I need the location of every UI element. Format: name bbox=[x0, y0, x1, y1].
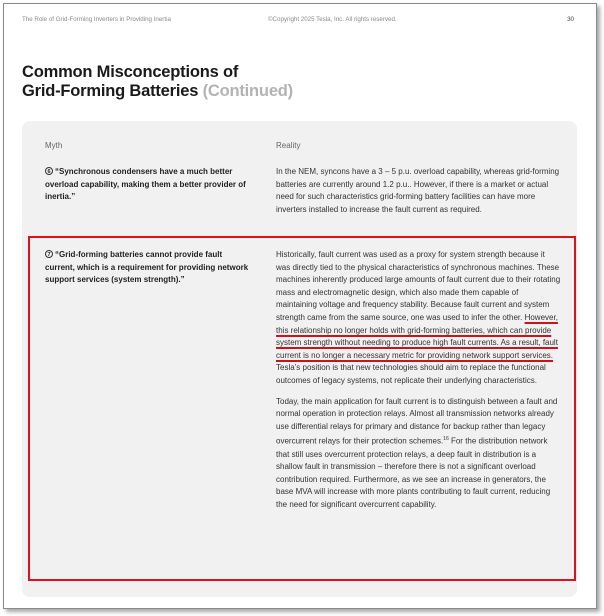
running-header-copyright: ©Copyright 2025 Tesla, Inc. All rights reserved. bbox=[268, 16, 397, 23]
page-title-line2-text: Grid-Forming Batteries bbox=[22, 82, 199, 100]
continued-label: (Continued) bbox=[202, 82, 293, 100]
row-number-badge: 7 bbox=[45, 250, 53, 258]
highlighted-statement: However, this relationship no longer holds with grid-forming batteries, which can provide system strength without needing to produce high fault currents. As a result, fault current is no longer a necessary metric for providing network support services. bbox=[276, 312, 558, 360]
page-title-line2 bbox=[22, 82, 293, 101]
reality-text: Today, the main application for fault current is to distinguish between a fault and normal operation in protection relays. Almost all transmission networks already use differential relays for primary and distance for backup rather than legacy overcurrent relays for their protection schemes. bbox=[276, 396, 558, 446]
reality-text: In the NEM, syncons have a 3 – 5 p.u. overload capability, whereas grid-forming batteries are currently around 1.2 p.u.. However, if there is a market or actual need for such characteristics grid-forming battery facilities can have more inverters installed to increase the fault current as required. bbox=[276, 167, 560, 214]
myth-cell-6 bbox=[45, 166, 250, 204]
myth-text: “Synchronous condensers have a much better overload capability, making them a better provider of inertia.” bbox=[45, 167, 246, 201]
reality-text: For the distribution network that still uses overcurrent protection relays, a deep fault in distribution is a shallow fault in transmission – therefore there is not a significant overload contribution required. Furthermore, as we see an increase in generators, the base MVA will increase with more plants contributing to fault current, reducing the need for significant overcurrent capability. bbox=[276, 436, 551, 509]
reality-text: Historically, fault current was used as a proxy for system strength because it was directly tied to the physical characteristics of synchronous machines. These machines inherently produced large amounts of fault current due to their rotating mass and electromagnetic design, which also made them capable of maintaining voltage and frequency stability. Because fault current and system strength came from the same source, one was used to infer the other. bbox=[276, 250, 561, 322]
reality-text: Tesla’s position is that new technologies should aim to replace the functional outcomes of legacy systems, not replicate their underlying characteristics. bbox=[276, 363, 546, 385]
highlight-box bbox=[28, 236, 576, 581]
column-header-reality: Reality bbox=[276, 141, 301, 150]
myth-text: “Grid-forming batteries cannot provide fault current, which is a requirement for providing network support services (system strength).” bbox=[45, 250, 249, 284]
running-header-title: The Role of Grid-Forming Inverters in Providing Inertia bbox=[22, 16, 171, 23]
page-number: 30 bbox=[567, 16, 574, 23]
column-header-myth: Myth bbox=[45, 141, 63, 150]
page-title bbox=[22, 63, 293, 101]
footnote-ref: 16 bbox=[443, 436, 449, 443]
row-number-badge: 6 bbox=[45, 167, 53, 175]
page-title-line1: Common Misconceptions of bbox=[22, 63, 239, 81]
reality-cell-6 bbox=[276, 166, 561, 216]
